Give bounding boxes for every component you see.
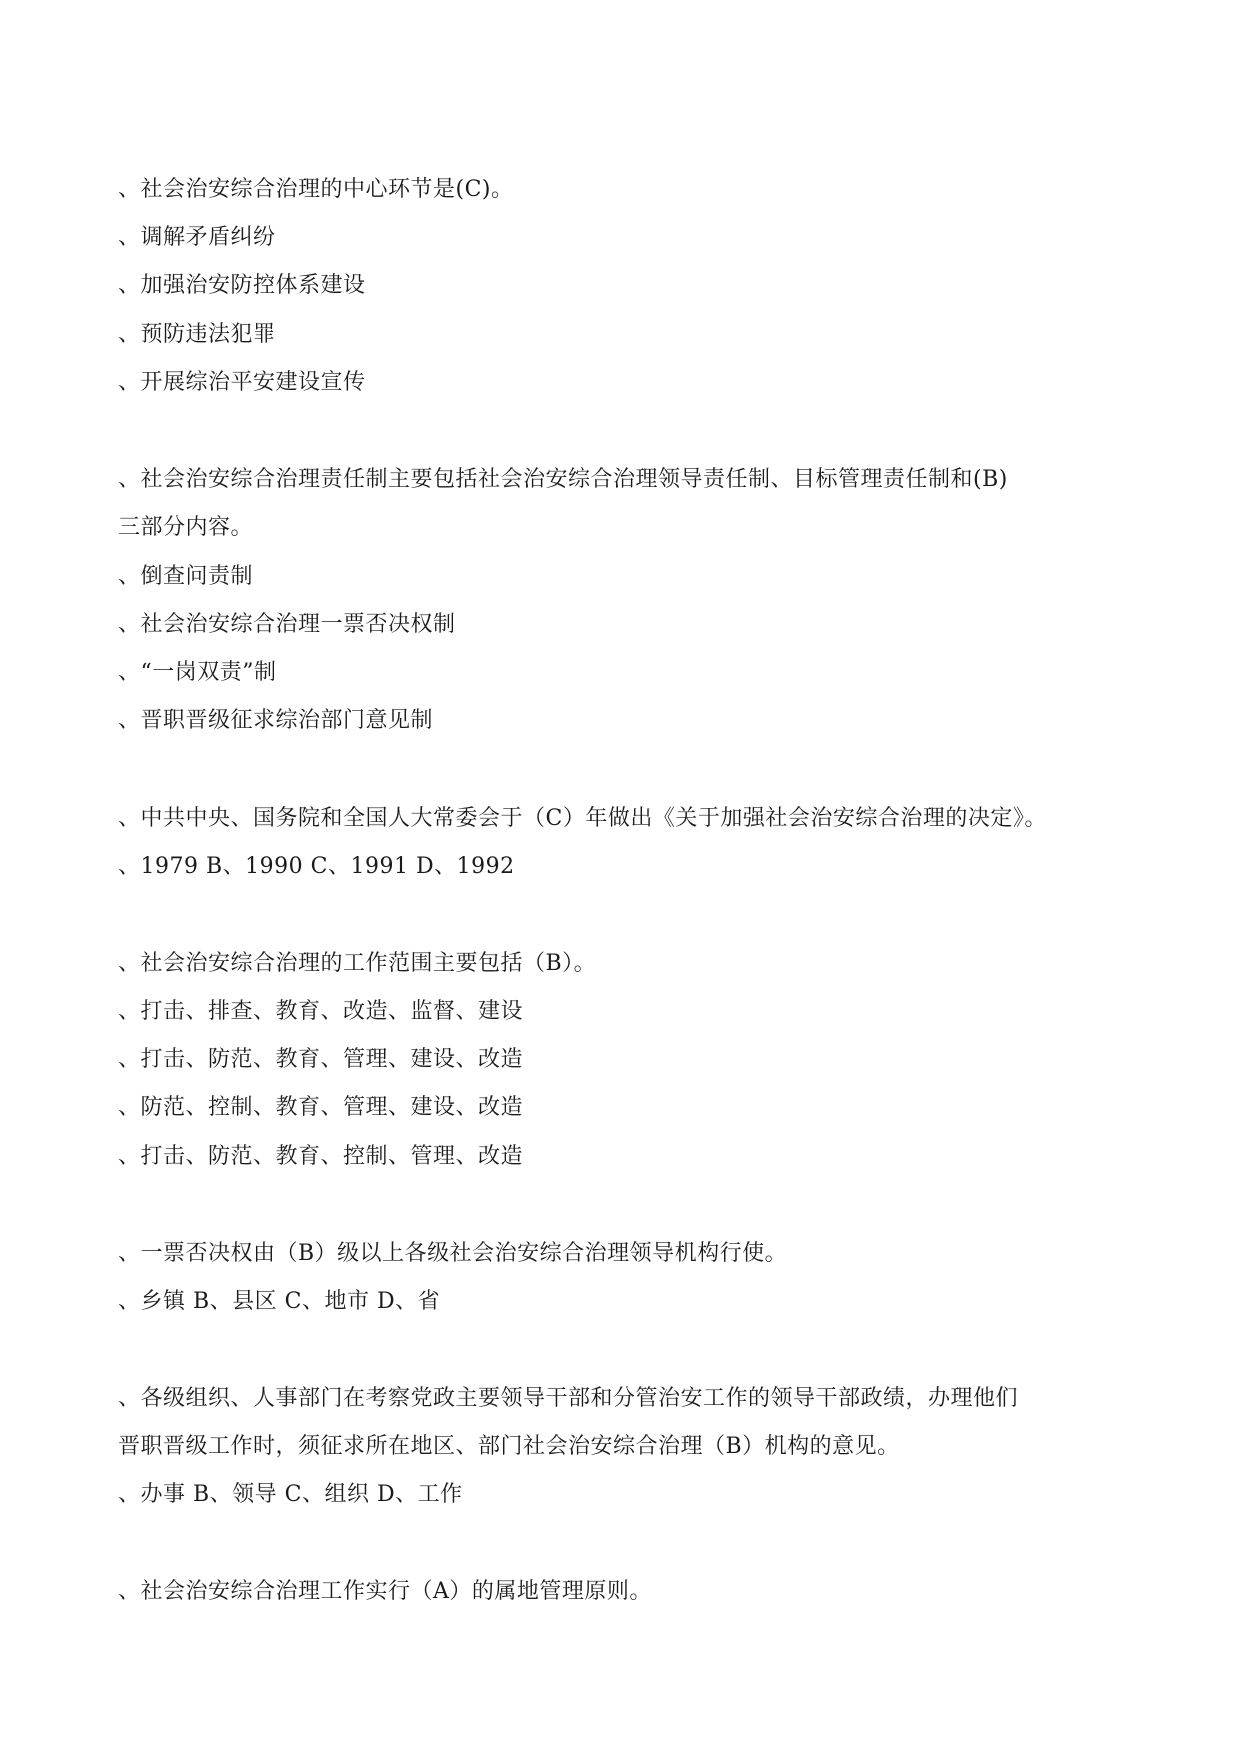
question-1-option-d: 、开展综治平安建设宣传 <box>118 370 366 395</box>
question-5-stem: 、一票否决权由（B）级以上各级社会治安综合治理领导机构行使。 <box>118 1241 788 1266</box>
question-3-stem: 、中共中央、国务院和全国人大常委会于（C）年做出《关于加强社会治安综合治理的决定》。 <box>118 806 1047 831</box>
question-1-stem: 、社会治安综合治理的中心环节是(C)。 <box>118 177 514 202</box>
question-2-option-d: 、晋职晋级征求综治部门意见制 <box>118 708 434 733</box>
question-2-option-b: 、社会治安综合治理一票否决权制 <box>118 612 456 637</box>
question-4-option-a: 、打击、排查、教育、改造、监督、建设 <box>118 999 524 1024</box>
question-5-options: 、乡镇 B、县区 C、地市 D、省 <box>118 1289 441 1314</box>
question-3-options: 、1979 B、1990 C、1991 D、1992 <box>118 854 515 879</box>
question-1-option-a: 、调解矛盾纠纷 <box>118 225 276 250</box>
question-6-stem: 、各级组织、人事部门在考察党政主要领导干部和分管治安工作的领导干部政绩，办理他们 <box>118 1386 1019 1411</box>
question-7-stem: 、社会治安综合治理工作实行（A）的属地管理原则。 <box>118 1579 652 1604</box>
question-4-option-b: 、打击、防范、教育、管理、建设、改造 <box>118 1047 524 1072</box>
question-4-stem: 、社会治安综合治理的工作范围主要包括（B）。 <box>118 951 597 976</box>
question-6-options: 、办事 B、领导 C、组织 D、工作 <box>118 1482 463 1507</box>
question-2-stem-continued: 三部分内容。 <box>118 515 254 540</box>
question-4-option-d: 、打击、防范、教育、控制、管理、改造 <box>118 1144 524 1169</box>
question-1-option-b: 、加强治安防控体系建设 <box>118 273 366 298</box>
question-2-option-c: 、“一岗双责”制 <box>118 660 277 685</box>
question-4-option-c: 、防范、控制、教育、管理、建设、改造 <box>118 1095 524 1120</box>
question-2-option-a: 、倒查问责制 <box>118 564 254 589</box>
question-2-stem: 、社会治安综合治理责任制主要包括社会治安综合治理领导责任制、目标管理责任制和(B) <box>118 467 1008 492</box>
question-1-option-c: 、预防违法犯罪 <box>118 322 276 347</box>
question-6-stem-continued: 晋职晋级工作时，须征求所在地区、部门社会治安综合治理（B）机构的意见。 <box>118 1434 900 1459</box>
